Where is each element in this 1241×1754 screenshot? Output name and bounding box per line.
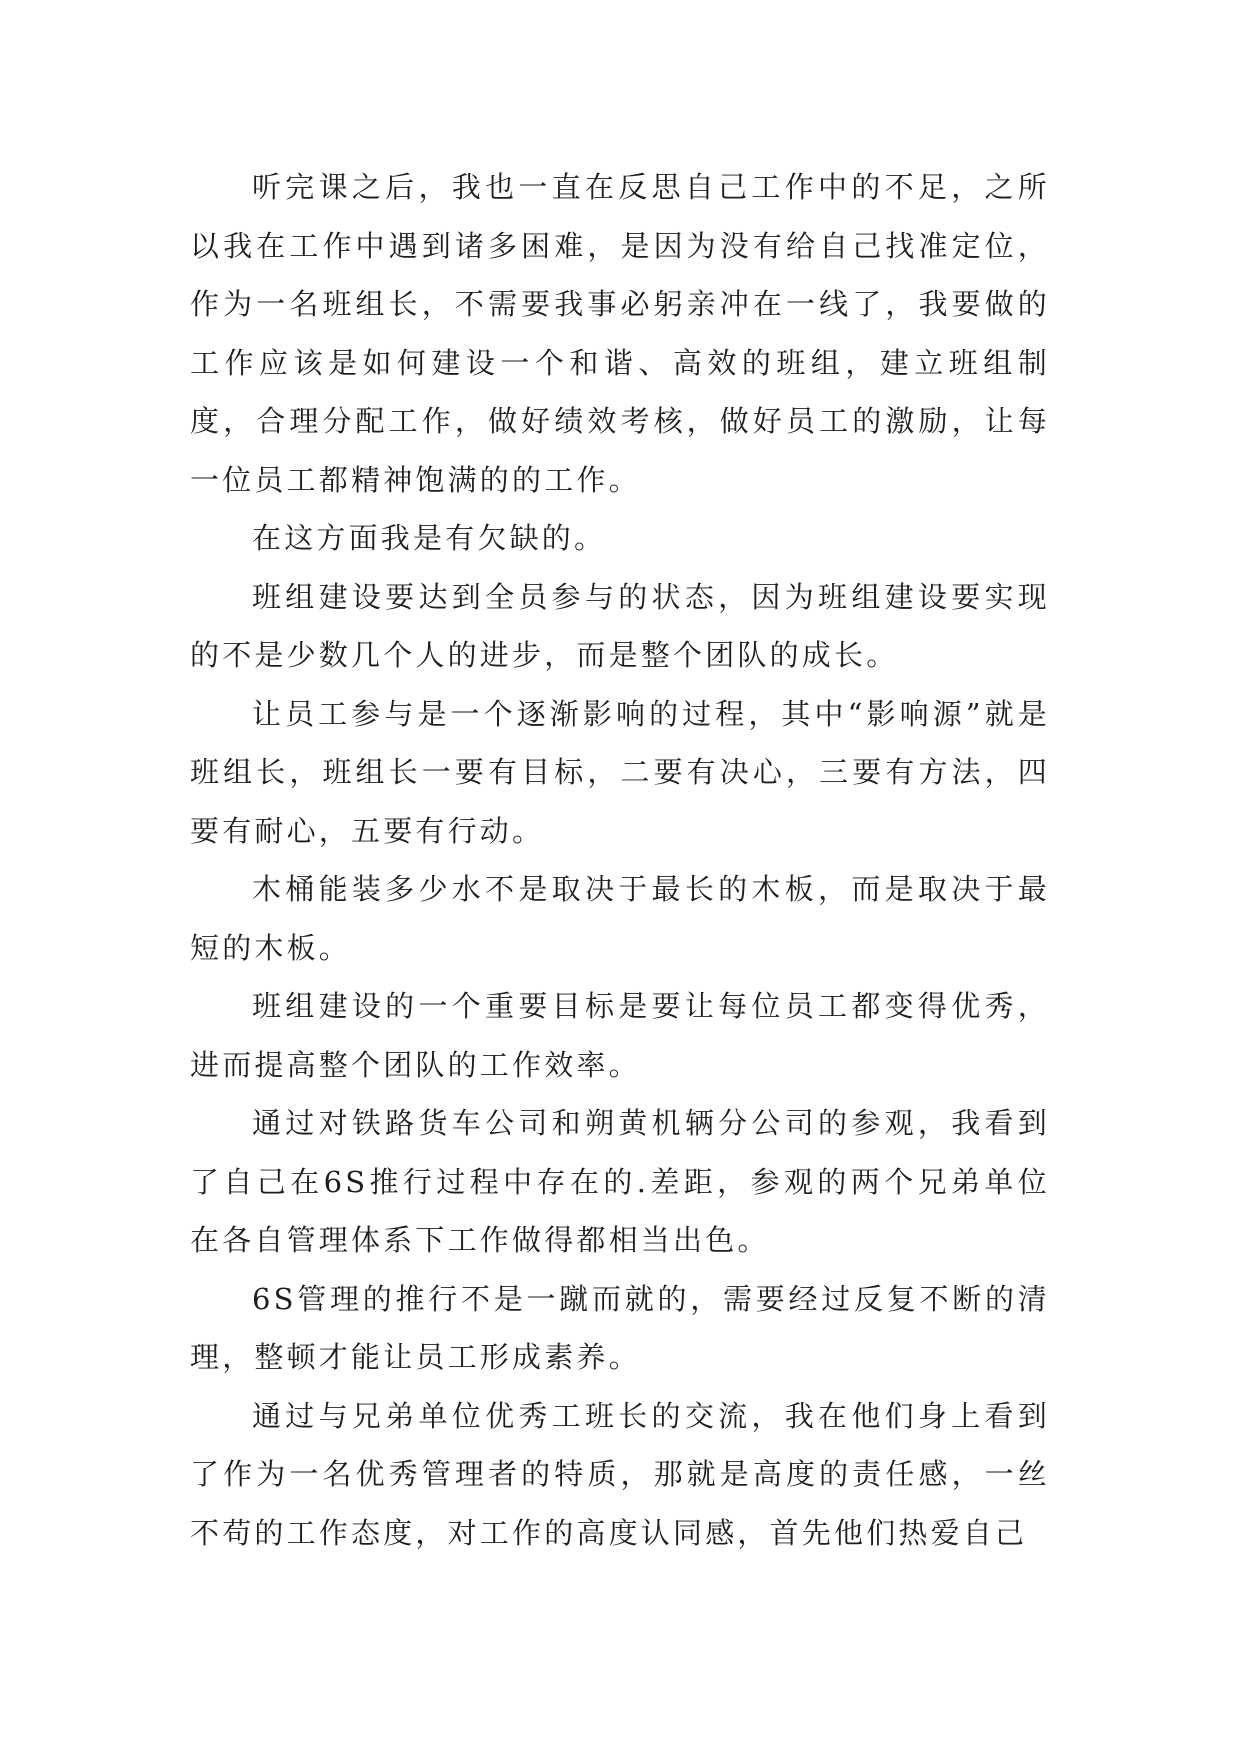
paragraph-7: 通过对铁路货车公司和朔黄机辆分公司的参观，我看到了自己在6S推行过程中存在的.差距，参观的两个兄弟单位在各自管理体系下工作做得都相当出色。 (190, 1106, 1050, 1257)
paragraph-9: 通过与兄弟单位优秀工班长的交流，我在他们身上看到了作为一名优秀管理者的特质，那就是高度的责任感，一丝不苟的工作态度，对工作的高度认同感，首先他们热爱自己 (190, 1398, 1050, 1550)
paragraph-3: 班组建设要达到全员参与的状态，因为班组建设要实现的不是少数几个人的进步，而是整个团队的成长。 (190, 579, 1050, 672)
document-body (190, 158, 1050, 1562)
paragraph-8: 6S管理的推行不是一蹴而就的，需要经过反复不断的清理，整顿才能让员工形成素养。 (190, 1281, 1050, 1374)
paragraph-4: 让员工参与是一个逐渐影响的过程，其中“影响源”就是班组长，班组长一要有目标，二要有决心，三要有方法，四要有耐心，五要有行动。 (190, 696, 1050, 848)
paragraph-6: 班组建设的一个重要目标是要让每位员工都变得优秀，进而提高整个团队的工作效率。 (190, 989, 1050, 1082)
paragraph-1: 听完课之后，我也一直在反思自己工作中的不足，之所以我在工作中遇到诸多困难，是因为没有给自己找准定位，作为一名班组长，不需要我事必躬亲冲在一线了，我要做的工作应该是如何建设一个和谐、高效的班组，建立班组制度，合理分配工作，做好绩效考核，做好员工的激励，让每一位员工都精神饱满的的工作。 (190, 170, 1050, 497)
paragraph-5: 木桶能装多少水不是取决于最长的木板，而是取决于最短的木板。 (190, 872, 1050, 965)
paragraph-2: 在这方面我是有欠缺的。 (252, 521, 607, 555)
